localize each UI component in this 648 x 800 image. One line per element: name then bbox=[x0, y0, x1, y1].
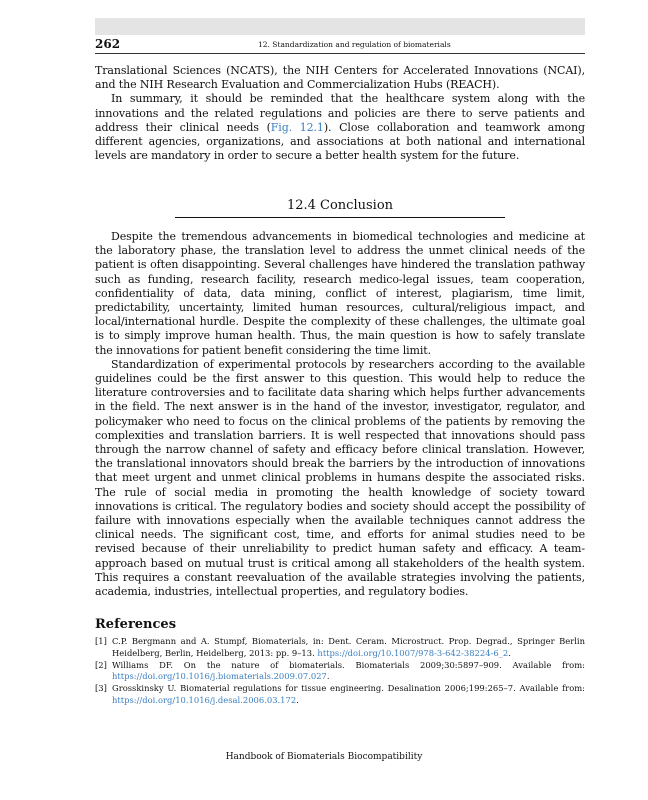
reference-number: [2] bbox=[95, 659, 107, 670]
reference-citation: Grosskinsky U. Biomaterial regulations for tissue engineering. Desalination 2006;199:265–7. Available from: bbox=[112, 683, 585, 694]
reference-citation: C.P. Bergmann and A. Stumpf, Biomaterials, in: Dent. Ceram. Microstruct. Prop. Degrad., Springer Berlin Heidelberg, Berlin, Heidelberg, 2013: pp. 9–13. bbox=[112, 636, 585, 658]
section-heading: 12.4 Conclusion bbox=[175, 198, 505, 218]
conclusion-text bbox=[95, 230, 585, 599]
reference-item bbox=[95, 636, 585, 659]
reference-list bbox=[95, 636, 585, 707]
reference-end: . bbox=[326, 671, 330, 682]
reference-end: . bbox=[508, 647, 511, 658]
book-title-footer: Handbook of Biomaterials Biocompatibility bbox=[225, 752, 423, 762]
reference-doi-link[interactable]: https://doi.org/10.1016/j.biomaterials.2009.07.027 bbox=[112, 671, 327, 682]
header-band bbox=[95, 18, 585, 35]
reference-text bbox=[112, 683, 585, 706]
running-title: 12. Standardization and regulation of biomaterials bbox=[258, 40, 451, 49]
reference-item bbox=[95, 660, 585, 683]
intro-paragraph-2-start: In summary, it should be reminded that the healthcare system along with the innovations and the related regulations and policies are there to serve patients and address their clinical needs ( bbox=[95, 92, 585, 134]
conclusion-paragraph-1: Despite the tremendous advancements in biomedical technologies and medicine at the laboratory phase, the translation level to address the unmet clinical needs of the patient is often disappointing. Several challenges have hindered the translation pathway such as funding, research facility, research medico-legal issues, team cooperation, confidentiality of data, data mining, conflict of interest, plagiarism, time limit, predictability, uncertainty, limited human resources, cultural/religious impact, and local/international hurdle. Despite the complexity of these challenges, the ultimate goal is to simply improve human health. Thus, the main question is how to safely translate the innovations for patient benefit considering the time limit. bbox=[95, 230, 585, 357]
reference-text bbox=[112, 636, 585, 659]
references-heading: References bbox=[95, 617, 177, 632]
conclusion-paragraph-2: Standardization of experimental protocols by researchers according to the available guidelines could be the first answer to this question. This would help to reduce the literature controversies and to facilitate data sharing which helps further advancements in the field. The next answer is in the hand of the investor, investigator, regulator, and policymaker who need to focus on the clinical problems of the patients by removing the complexities and translation barriers. It is well respected that innovations should pass through the narrow channel of safety and efficacy before clinical translation. However, the translational innovators should break the barriers by the introduction of innovations that meet urgent and unmet clinical problems in humans despite the associated risks. The rule of social media in promoting the health knowledge of society toward innovations is critical. The regulatory bodies and society should accept the possibility of failure with innovations especially when the available techniques cannot address the clinical needs. The significant cost, time, and efforts for animal studies need to be revised because of their unreliability to predict human safety and efficacy. A team-approach based on mutual trust is critical among all stakeholders of the health system. This requires a constant reevaluation of the available strategies involving the patients, academia, industries, intellectual properties, and regulatory bodies. bbox=[95, 357, 585, 599]
intro-paragraph-2-end: ). Close collaboration and teamwork among different agencies, organizations, and associations at both national and international levels are mandatory in order to secure a better health system for the future. bbox=[95, 120, 585, 163]
page-number: 262 bbox=[95, 37, 121, 51]
intro-paragraph-2 bbox=[95, 92, 585, 163]
reference-item bbox=[95, 683, 585, 706]
reference-end: . bbox=[296, 694, 299, 705]
intro-text bbox=[95, 64, 585, 163]
reference-doi-link[interactable]: https://doi.org/10.1007/978-3-642-38224-6_2 bbox=[317, 647, 509, 658]
reference-number: [3] bbox=[95, 683, 107, 694]
figure-link[interactable]: Fig. 12.1 bbox=[270, 120, 324, 134]
reference-citation: Williams DF. On the nature of biomaterials. Biomaterials 2009;30:5897–909. Available from: bbox=[112, 659, 585, 670]
header-rule bbox=[95, 53, 585, 54]
reference-number: [1] bbox=[95, 636, 107, 646]
reference-text bbox=[112, 660, 585, 683]
intro-paragraph-1: Translational Sciences (NCATS), the NIH Centers for Accelerated Innovations (NCAI), and the NIH Research Evaluation and Commercialization Hubs (REACH). bbox=[95, 64, 585, 92]
reference-doi-link[interactable]: https://doi.org/10.1016/j.desal.2006.03.172 bbox=[112, 694, 297, 705]
